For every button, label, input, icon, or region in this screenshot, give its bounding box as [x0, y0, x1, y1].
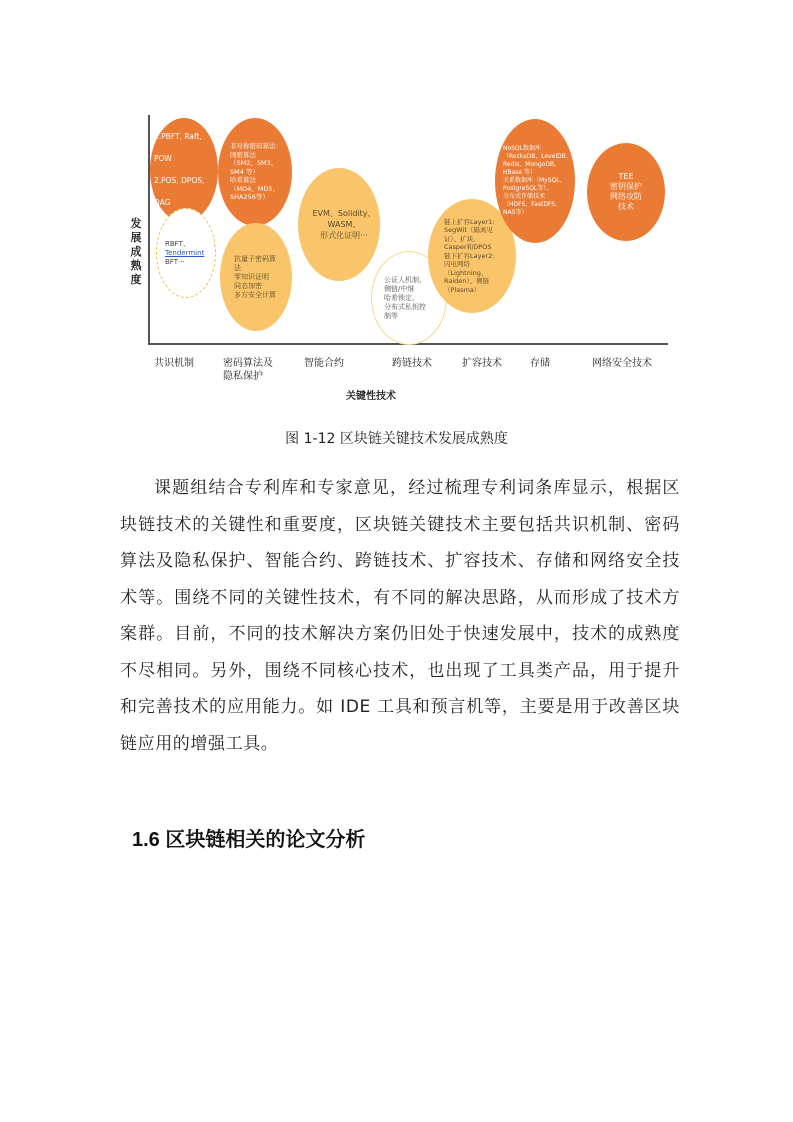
bubble-line: 证）、扩块、: [444, 234, 480, 243]
category-label: 智能合约: [304, 358, 344, 369]
bubble-line: 同态加密: [234, 281, 262, 290]
bubble-line: 哈希算法: [230, 176, 256, 185]
bubble-line: 分布式存储技术: [503, 193, 546, 200]
bubble-line: Raiden）、侧链: [444, 277, 490, 286]
bubble-line: 分布式私钥控: [384, 302, 426, 311]
bubble-line: Casper和DPOS: [444, 243, 492, 252]
bubble-line: 链下扩容Layer2:: [444, 251, 495, 260]
bubble-consensus-emerging: [156, 208, 216, 298]
maturity-figure: [120, 105, 680, 405]
bubble-line: 公证人机制、: [384, 275, 426, 284]
bubble-line: BFT···: [165, 257, 185, 266]
bubble-crypto-emerging: [220, 223, 292, 331]
bubble-line: NoSQL数据库: [503, 145, 542, 152]
bubble-line: 制等: [384, 311, 398, 320]
figure-caption: 图 1-12 区块链关键技术发展成熟度: [285, 431, 508, 447]
bubble-line: 关系数据库（MySQL、: [503, 177, 566, 184]
bubble-line: RBFT、: [165, 239, 190, 248]
bubble-line: 国密算法: [230, 150, 256, 159]
bubble-line: （Lightning、: [444, 268, 488, 277]
body-paragraph: 课题组结合专利库和专家意见，经过梳理专利词条库显示，根据区块链技术的关键性和重要度，区块链关键技术主要包括共识机制、密码算法及隐私保护、智能合约、跨链技术、扩容技术、存储和网络安全技术等。围绕不同的关键性技术，有不同的解决思路，从而形成了技术方案群。目前，不同的技术解决方案仍旧处于快速发展中，技术的成熟度不尽相同。另外，围绕不同核心技术，也出现了工具类产品，用于提升和完善技术的应用能力。如 IDE 工具和预言机等，主要是用于改善区块链应用的增强工具。: [120, 478, 680, 754]
y-axis-label: 发展成熟度: [130, 217, 142, 286]
category-label: 网络安全技术: [592, 358, 652, 369]
bubble-line: 链上扩容Layer1:: [444, 217, 495, 226]
bubble-line: （SM2、SM3、: [230, 159, 278, 168]
bubble-line: SegWit（隔离见: [444, 226, 493, 235]
bubble-line: 2.POS, DPOS, DAG: [154, 176, 205, 207]
bubble-crypto-mature: [218, 118, 292, 226]
bubble-line: 形式化证明···: [320, 231, 368, 240]
bubble-line: NAS等）: [503, 209, 528, 216]
category-label: 密码算法及隐私保护: [223, 358, 273, 382]
bubble-line: SM4 等）: [230, 167, 259, 176]
bubble-line: （RocksDB、LevelDB、: [503, 153, 572, 160]
bubble-line: 网络攻防: [610, 192, 642, 201]
bubble-line: （Plasma）: [444, 285, 481, 294]
bubble-line: SHA256等）: [230, 193, 269, 202]
bubble-consensus-mature: [150, 118, 218, 222]
bubble-line: （MD4、MD5、: [230, 184, 279, 193]
bubble-line: 法: [234, 263, 241, 272]
section-heading: 1.6 区块链相关的论文分析: [132, 829, 366, 851]
bubble-line: 1.PBFT, Raft, POW: [154, 132, 202, 163]
bubble-line: 技术: [618, 202, 634, 211]
category-label: 存储: [530, 358, 550, 369]
bubble-network-security: [587, 143, 665, 241]
bubble-line: WASM、: [327, 220, 361, 229]
category-label: 共识机制: [154, 358, 194, 369]
category-label: 跨链技术: [392, 358, 432, 369]
bubble-line: 闪电网络: [444, 260, 470, 269]
y-axis: [148, 115, 150, 343]
bubble-line: 零知识证明: [234, 272, 269, 281]
bubble-line: TEE: [618, 172, 634, 181]
bubble-line: Redis、MongoDB、: [503, 161, 561, 168]
bubble-line: 非对称密码算法：: [230, 142, 282, 151]
bubble-line: PostgreSQL等）、: [503, 185, 553, 192]
bubble-line: HBase 等）: [503, 169, 537, 176]
bubble-line: 侧链/中继: [384, 284, 415, 293]
x-axis-label: 关键性技术: [346, 391, 396, 402]
bubble-storage: [495, 119, 575, 243]
bubble-line: 密钥保护: [610, 182, 642, 191]
bubble-line: 哈希锁定、: [384, 293, 419, 302]
category-label: 扩容技术: [462, 358, 502, 369]
bubble-line: （HDFS、FastDFS、: [503, 201, 562, 208]
bubble-line: 抗量子密码算: [234, 254, 276, 263]
bubble-line: EVM、Solidity、: [312, 209, 376, 218]
bubble-line: Tendermint: [165, 248, 205, 257]
bubble-smart-contract: [298, 168, 380, 281]
bubble-line: 多方安全计算: [234, 290, 276, 299]
